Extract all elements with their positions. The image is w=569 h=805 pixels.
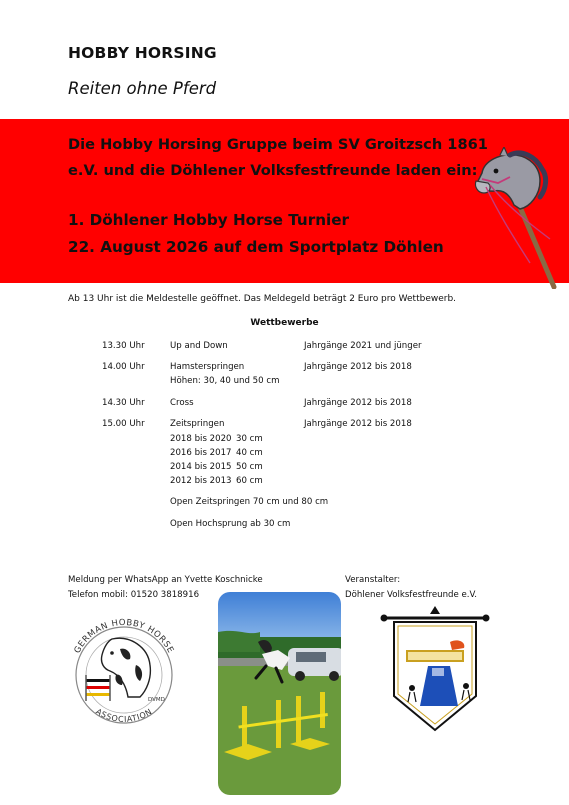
page-title: HOBBY HORSING bbox=[68, 44, 217, 62]
organizer-label: Veranstalter: bbox=[345, 575, 401, 585]
row-name: Up and Down bbox=[170, 341, 228, 351]
height-years: 2016 bis 2017 bbox=[170, 448, 232, 458]
row-name: Cross bbox=[170, 398, 194, 408]
open-zeitspringen: Open Zeitspringen 70 cm und 80 cm bbox=[170, 497, 329, 507]
competitions-heading: Wettbewerbe bbox=[250, 318, 319, 328]
row-ages: Jahrgänge 2012 bis 2018 bbox=[304, 398, 412, 408]
row-detail: Höhen: 30, 40 und 50 cm bbox=[170, 376, 280, 386]
height-years: 2018 bis 2020 bbox=[170, 434, 232, 444]
event-name: 1. Döhlener Hobby Horse Turnier bbox=[68, 211, 350, 229]
svg-text:ASSOCIATION bbox=[94, 707, 154, 724]
gha-top-text: GERMAN HOBBY HORSE bbox=[72, 617, 176, 656]
height-years: 2014 bis 2015 bbox=[170, 462, 232, 472]
row-time: 14.30 Uhr bbox=[102, 398, 145, 408]
doehlener-volksfestfreunde-logo bbox=[380, 606, 490, 736]
organizer-name: Döhlener Volksfestfreunde e.V. bbox=[345, 589, 478, 600]
contact-line-1: Meldung per WhatsApp an Yvette Koschnicke bbox=[68, 575, 263, 585]
height-value: 60 cm bbox=[236, 476, 263, 486]
hobby-horse-illustration bbox=[470, 147, 562, 289]
hobby-horse-jump-photo bbox=[218, 592, 341, 795]
page-subtitle: Reiten ohne Pferd bbox=[68, 79, 217, 98]
gha-mark: DVMD bbox=[148, 697, 165, 703]
open-hochsprung: Open Hochsprung ab 30 cm bbox=[170, 519, 291, 529]
german-hobby-horse-association-logo bbox=[60, 613, 188, 735]
row-ages: Jahrgänge 2021 und jünger bbox=[304, 341, 422, 351]
event-date-location: 22. August 2026 auf dem Sportplatz Döhlen bbox=[68, 238, 444, 256]
banner-line-2: e.V. und die Döhlener Volksfestfreunde laden ein: bbox=[68, 162, 478, 179]
contact-phone: Telefon mobil: 01520 3818916 bbox=[68, 589, 200, 600]
gha-bottom-text: ASSOCIATION bbox=[94, 706, 154, 724]
height-value: 40 cm bbox=[236, 448, 263, 458]
row-time: 15.00 Uhr bbox=[102, 419, 145, 429]
row-name: Hamsterspringen bbox=[170, 362, 245, 372]
row-ages: Jahrgänge 2012 bis 2018 bbox=[304, 362, 412, 372]
height-value: 30 cm bbox=[236, 434, 263, 444]
intro-text: Ab 13 Uhr ist die Meldestelle geöffnet. Das Meldegeld beträgt 2 Euro pro Wettbewerb. bbox=[68, 294, 457, 304]
row-time: 14.00 Uhr bbox=[102, 362, 145, 372]
row-ages: Jahrgänge 2012 bis 2018 bbox=[304, 419, 412, 429]
row-name: Zeitspringen bbox=[170, 419, 225, 429]
height-value: 50 cm bbox=[236, 462, 263, 472]
banner-line-1: Die Hobby Horsing Gruppe beim SV Groitzsch 1861 bbox=[68, 136, 488, 153]
row-time: 13.30 Uhr bbox=[102, 341, 145, 351]
organizer-block bbox=[345, 573, 477, 603]
invitation-banner bbox=[0, 119, 569, 283]
height-years: 2012 bis 2013 bbox=[170, 476, 232, 486]
